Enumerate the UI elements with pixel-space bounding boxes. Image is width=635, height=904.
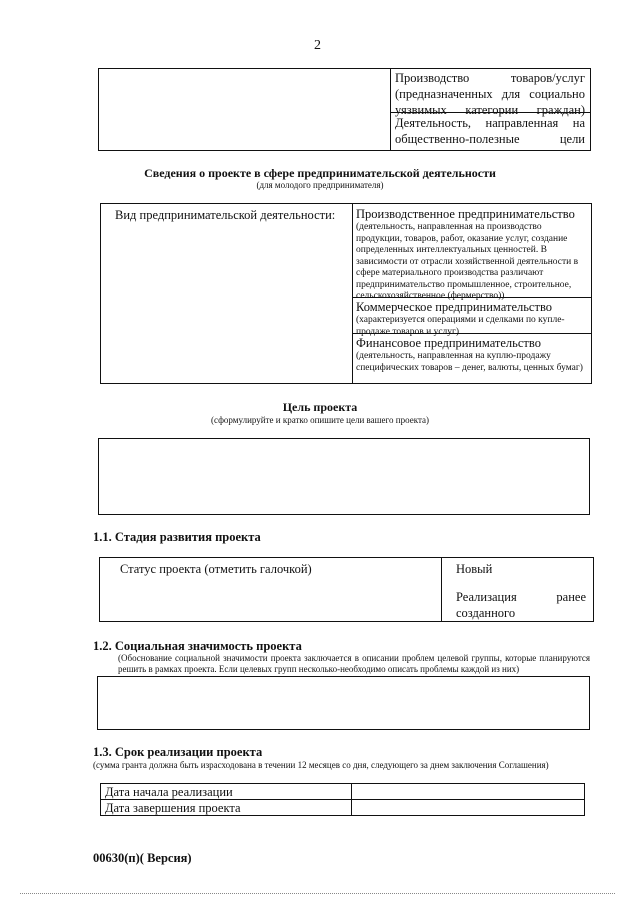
- option-production: [356, 206, 586, 303]
- top-table-row2: Деятельность, направленная на общественно-полезные цели: [395, 116, 585, 146]
- goal-title: Цель проекта: [282, 400, 358, 414]
- term-heading: 1.3. Срок реализации проекта: [93, 745, 263, 759]
- footer-code: 00630(п)( Версия): [93, 851, 192, 865]
- stage-option-new[interactable]: Новый: [456, 562, 493, 576]
- activity-table-divider: [352, 204, 353, 383]
- top-table: [98, 68, 591, 151]
- term-start-label: Дата начала реализации: [105, 785, 233, 799]
- social-input-box[interactable]: [97, 676, 590, 730]
- activity-row-divider-2: [352, 333, 591, 334]
- activity-row-divider-1: [352, 297, 591, 298]
- option-financial-name: Финансовое предпринимательство: [356, 336, 541, 350]
- option-production-desc: (деятельность, направленная на производство продукции, товаров, работ, оказание услуг, создание определенных интеллектуальных ценностей. В зависимости от отрасли хозяйственной деятельности в сфере материального производства различают предпринимательство промышленное, строительное, сельскохозяйственное (фермерство)): [356, 222, 579, 301]
- social-heading: 1.2. Социальная значимость проекта: [93, 639, 302, 653]
- term-table: [100, 783, 585, 816]
- option-commercial-desc: (характеризуется операциями и сделками по купле-продаже товаров и услуг): [356, 315, 565, 337]
- activity-type-label: Вид предпринимательской деятельности:: [115, 208, 336, 222]
- option-commercial-name: Коммерческое предпринимательство: [356, 300, 553, 314]
- stage-table: [99, 557, 594, 622]
- scan-edge-artifact: [20, 893, 615, 894]
- term-start-input[interactable]: [353, 784, 584, 799]
- activity-type-table: [100, 203, 592, 384]
- stage-table-divider: [441, 558, 442, 621]
- social-note: (Обоснование социальной значимости проекта заключается в описании проблем целевой группы, которые планируются решить в рамках проекта. Если целевых групп несколько-необходимо описать проблемы каждой из них): [118, 653, 590, 674]
- stage-heading: 1.1. Стадия развития проекта: [93, 530, 261, 544]
- option-financial-desc: (деятельность, направленная на куплю-продажу специфических товаров – денег, валюты, ценных бумаг): [356, 351, 583, 373]
- project-info-subtitle: (для молодого предпринимателя): [256, 180, 384, 190]
- stage-option-continued[interactable]: Реализация ранее созданного: [456, 590, 586, 620]
- goal-input-box[interactable]: [98, 438, 590, 515]
- term-end-label: Дата завершения проекта: [105, 801, 241, 815]
- project-info-title: Сведения о проекте в сфере предпринимательской деятельности: [144, 166, 496, 180]
- option-production-name: Производственное предпринимательство: [356, 207, 575, 221]
- option-financial: [356, 335, 586, 374]
- page-number: 2: [314, 38, 321, 53]
- term-end-input[interactable]: [353, 800, 584, 815]
- goal-subtitle: (сформулируйте и кратко опишите цели вашего проекта): [211, 415, 429, 425]
- stage-status-label: Статус проекта (отметить галочкой): [120, 562, 312, 576]
- top-table-row1: Производство товаров/услуг (предназначенных для социально уязвимых категории граждан): [395, 71, 585, 117]
- term-note: (сумма гранта должна быть израсходована в течении 12 месяцев со дня, следующего за днем заключения Соглашения): [93, 760, 549, 770]
- top-table-divider: [390, 69, 391, 150]
